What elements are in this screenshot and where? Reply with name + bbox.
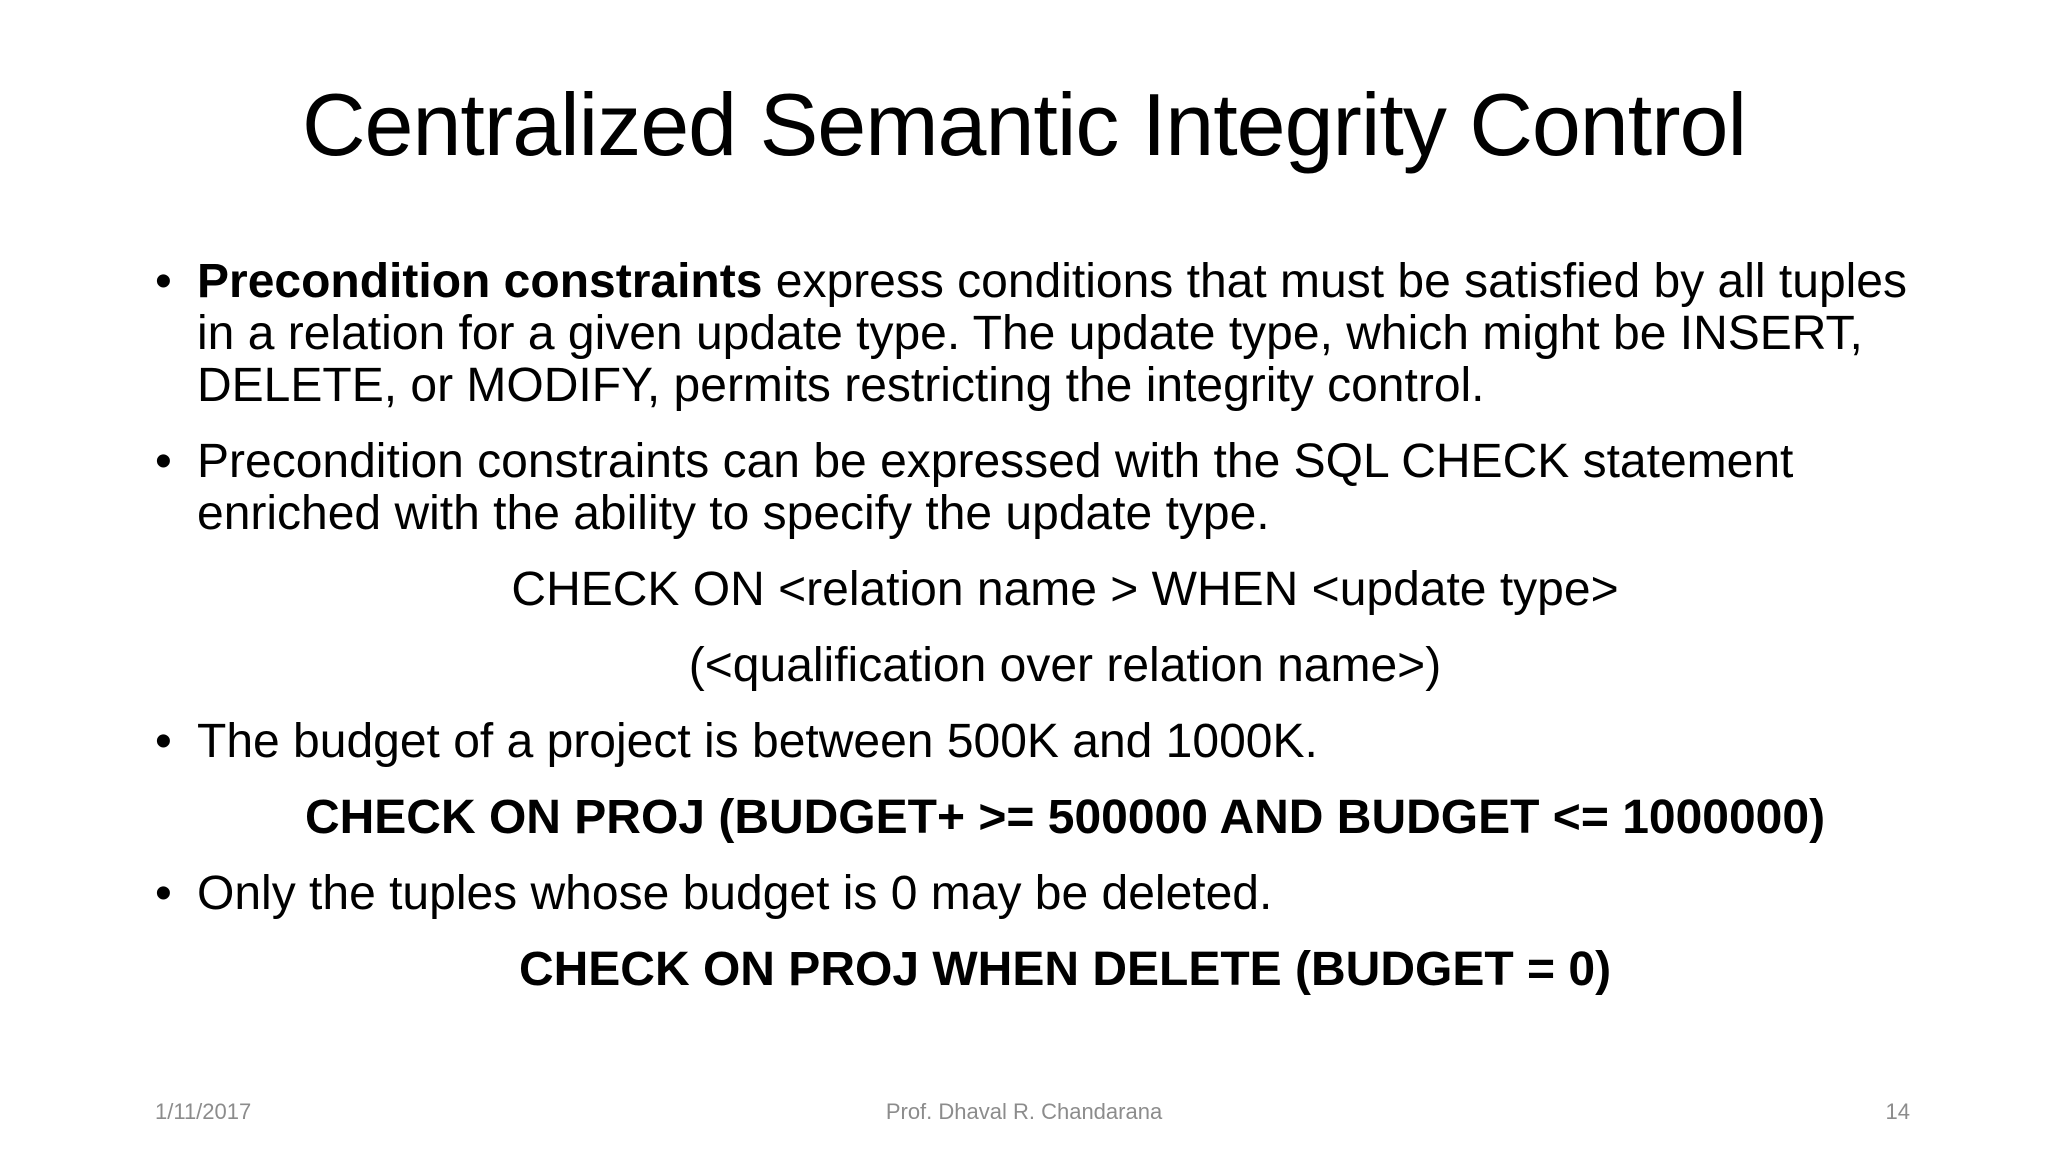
bullet-dot: •	[155, 255, 172, 308]
syntax-line-1: CHECK ON <relation name > WHEN <update type>	[511, 563, 1619, 616]
slide-title: Centralized Semantic Integrity Control	[302, 75, 1746, 174]
bullet-dot: •	[155, 867, 172, 920]
example-code-2: CHECK ON PROJ WHEN DELETE (BUDGET = 0)	[518, 943, 1612, 996]
footer-date: 1/11/2017	[155, 1099, 252, 1124]
bullet-text: Only the tuples whose budget is 0 may be deleted.	[197, 867, 1273, 920]
example-code-1: CHECK ON PROJ (BUDGET+ >= 500000 AND BUDGET <= 1000000)	[304, 791, 1826, 844]
bullet-item	[155, 716, 1915, 768]
bullet-bold-term: Precondition constraints	[197, 255, 763, 308]
bullet-item	[155, 436, 1915, 540]
bullet-text: The budget of a project is between 500K and 1000K.	[197, 715, 1318, 768]
bullet-text: Precondition constraints can be expressed with the SQL CHECK statement enriched with the ability to specify the update type.	[197, 435, 1794, 540]
bullet-dot: •	[155, 435, 172, 488]
syntax-line-2: (<qualification over relation name>)	[688, 639, 1442, 692]
footer-author: Prof. Dhaval R. Chandarana	[885, 1099, 1163, 1124]
bullet-item	[155, 256, 1915, 412]
slide-body	[155, 256, 1915, 996]
bullet-item	[155, 868, 1915, 920]
bullet-dot: •	[155, 715, 172, 768]
footer-page-number: 14	[1885, 1099, 1910, 1124]
bullet-text: express conditions that must be satisfied by all tuples in a relation for a given update type. The update type, which might be INSERT, DELETE, or MODIFY, permits restricting the integrity control.	[197, 255, 1907, 412]
